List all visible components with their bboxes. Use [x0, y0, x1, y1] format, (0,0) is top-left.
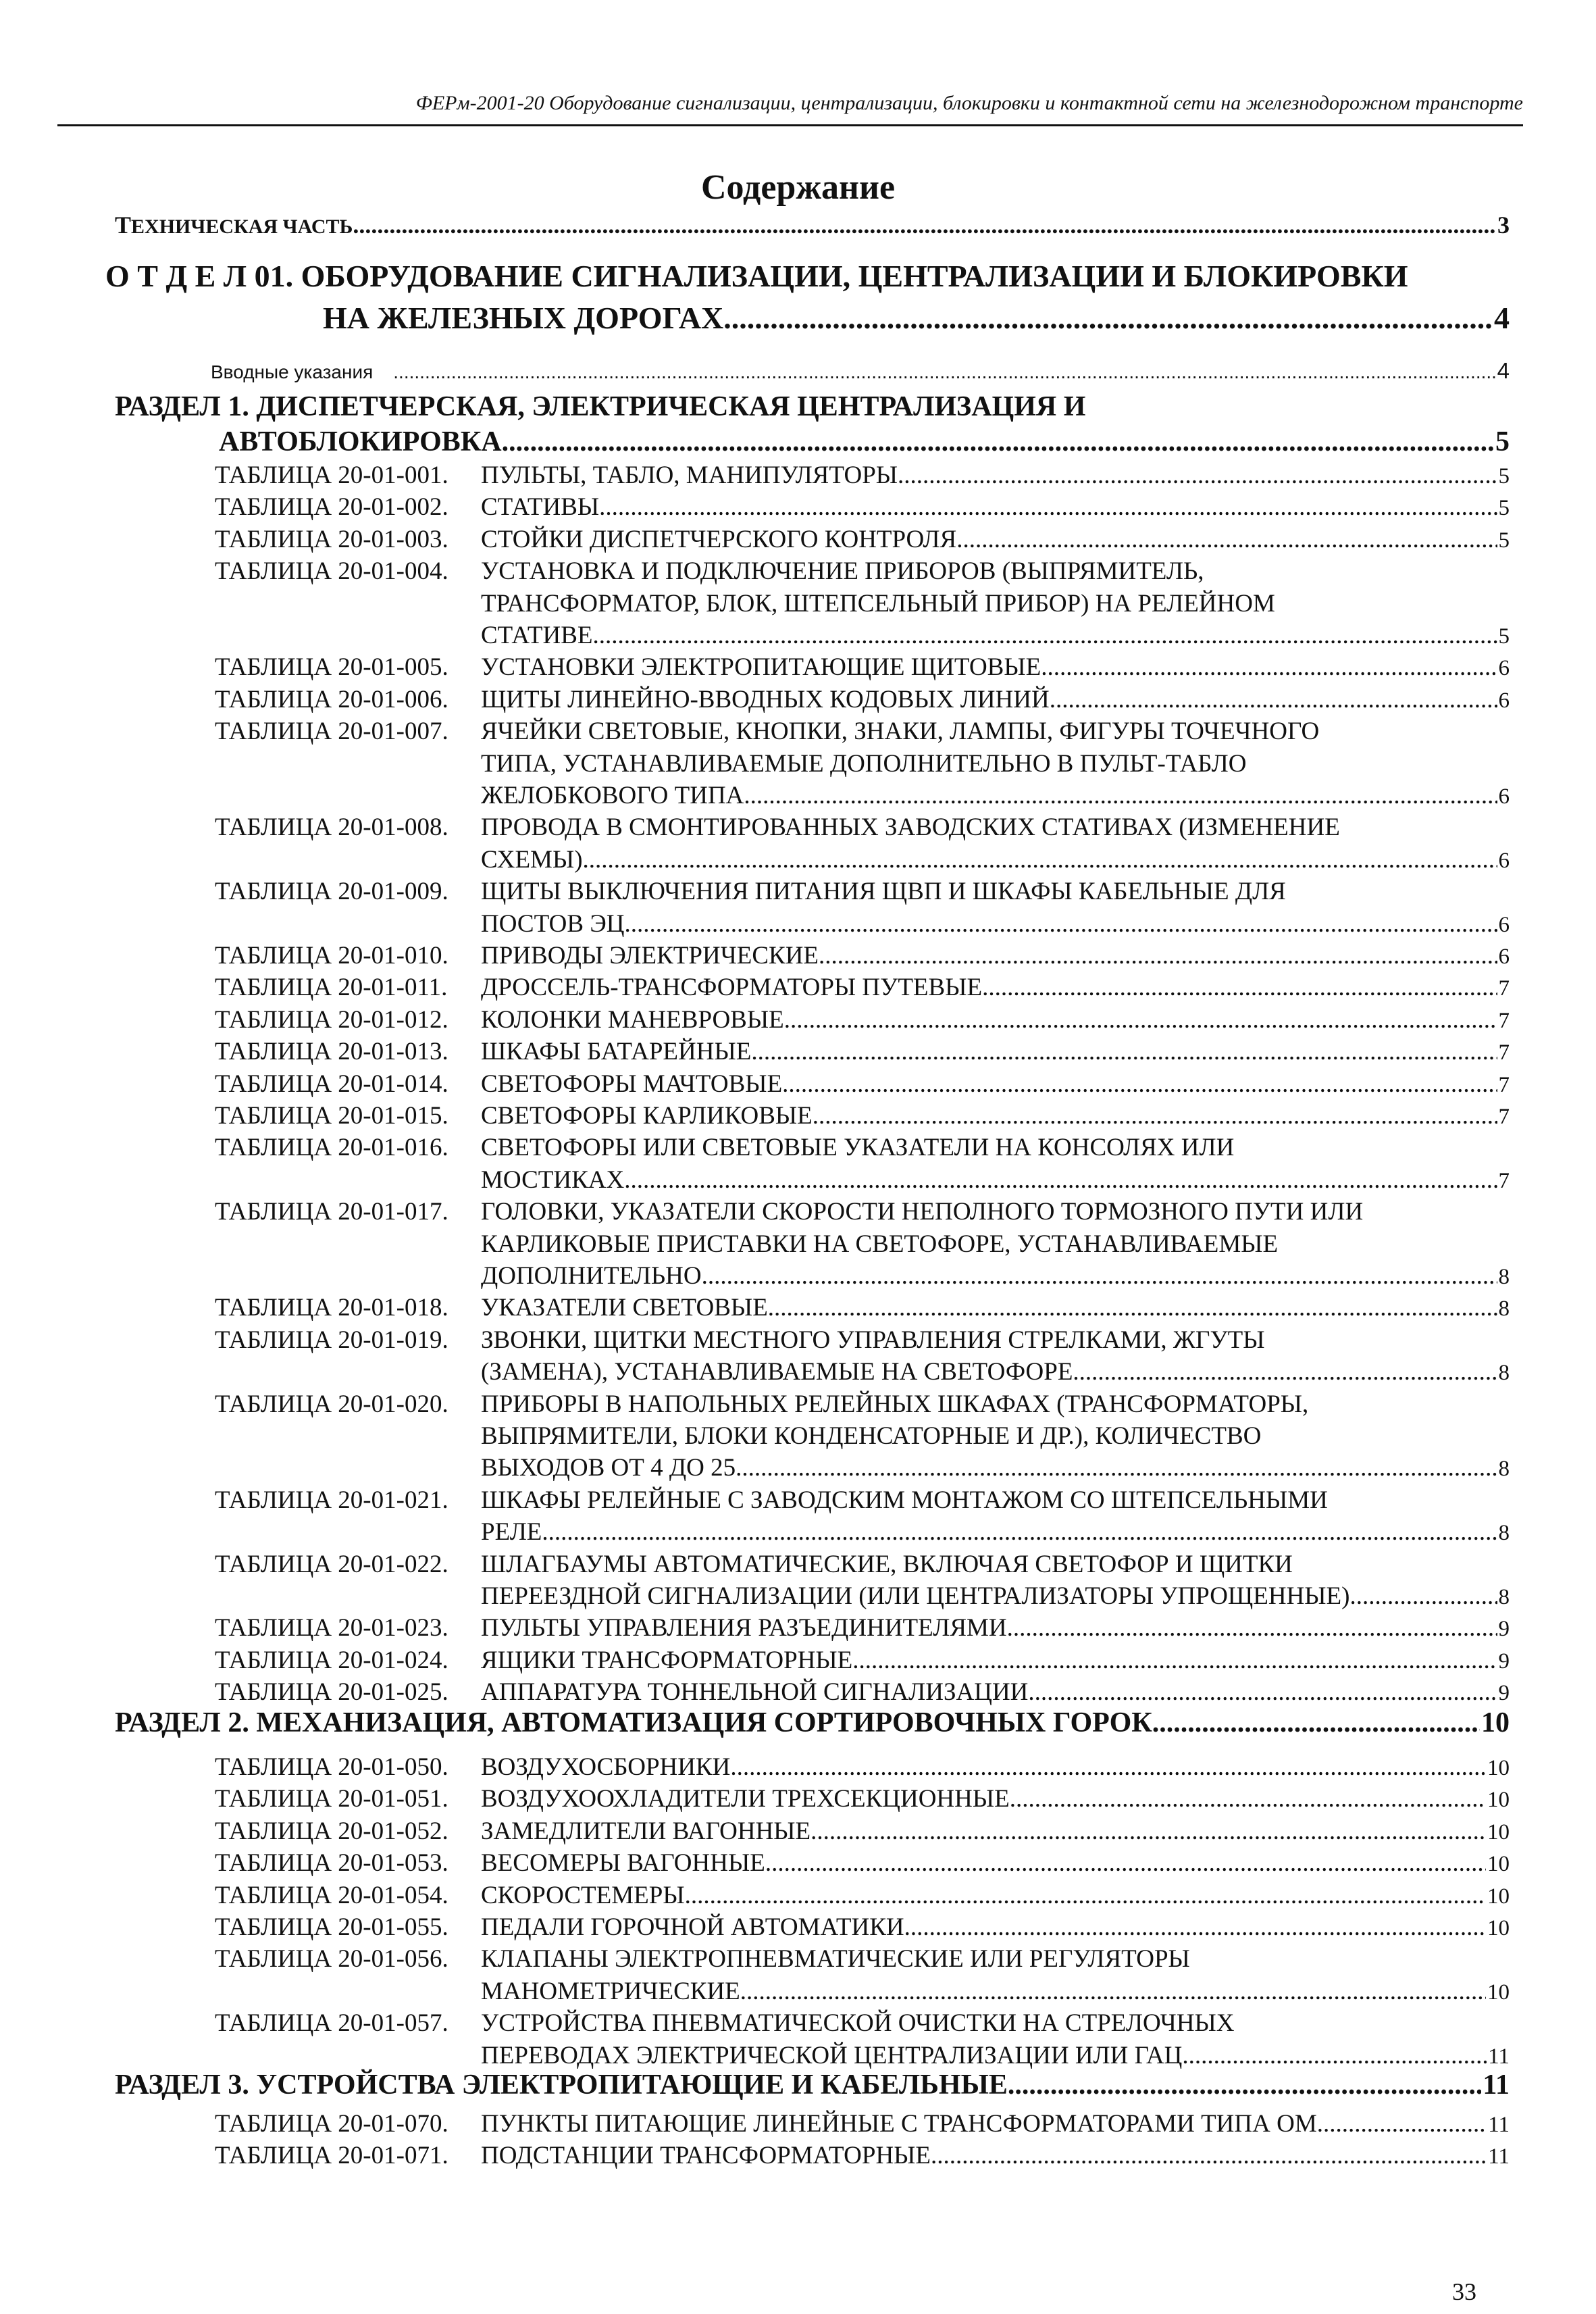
- toc-entry-label: МОСТИКАХ: [481, 1165, 625, 1194]
- toc-table-title-line: [481, 1644, 1510, 1678]
- toc-dot-leader: [393, 359, 1495, 385]
- toc-dot-leader: [1182, 2040, 1487, 2071]
- toc-table-title-line: ЗВОНКИ, ЩИТКИ МЕСТНОГО УПРАВЛЕНИЯ СТРЕЛКАМИ, ЖГУТЫ: [481, 1326, 1265, 1354]
- toc-table-title-line: [481, 684, 1510, 717]
- toc-dot-leader: [702, 1260, 1497, 1292]
- toc-page-number: 7: [1498, 1072, 1510, 1097]
- toc-dot-leader: [353, 209, 1496, 241]
- toc-table-title-line: [481, 940, 1510, 973]
- toc-entry-razdel-1[interactable]: [219, 424, 1510, 459]
- toc-table-title-line: [481, 1356, 1510, 1389]
- toc-page-number: 6: [1498, 912, 1510, 937]
- toc-table-title-line: [481, 1880, 1510, 1913]
- toc-table-title-line: [481, 1751, 1510, 1784]
- toc-entry-label: КОЛОНКИ МАНЕВРОВЫЕ: [481, 1005, 784, 1034]
- toc-entry-label: ЖЕЛОБКОВОГО ТИПА: [481, 782, 744, 809]
- toc-page-number: 10: [1487, 1852, 1510, 1877]
- toc-table-number: ТАБЛИЦА 20-01-016.: [215, 1134, 448, 1162]
- toc-dot-leader: [624, 908, 1497, 940]
- toc-table-title-line: [481, 1292, 1510, 1325]
- toc-table-title-line: [481, 1036, 1510, 1069]
- toc-page-number: 5: [1498, 528, 1510, 553]
- toc-table-title-line: УСТРОЙСТВА ПНЕВМАТИЧЕСКОЙ ОЧИСТКИ НА СТРЕЛОЧНЫХ: [481, 2009, 1235, 2038]
- toc-entry-label: СВЕТОФОРЫ МАЧТОВЫЕ: [481, 1070, 783, 1098]
- toc-entry-label: РАЗДЕЛ 2. МЕХАНИЗАЦИЯ, АВТОМАТИЗАЦИЯ СОРТИРОВОЧНЫХ ГОРОК: [115, 1707, 1152, 1738]
- toc-dot-leader: [956, 524, 1497, 555]
- toc-entry-label: ПЕРЕВОДАХ ЭЛЕКТРИЧЕСКОЙ ЦЕНТРАЛИЗАЦИИ ИЛИ ГАЦ: [481, 2041, 1183, 2069]
- toc-page-number: 7: [1498, 976, 1510, 1001]
- toc-entry-label: СТОЙКИ ДИСПЕТЧЕРСКОГО КОНТРОЛЯ: [481, 525, 957, 553]
- toc-page-number: 8: [1498, 1361, 1510, 1386]
- toc-table-number: ТАБЛИЦА 20-01-018.: [215, 1294, 448, 1322]
- toc-table-title-line: [481, 1580, 1510, 1613]
- toc-page-number: 11: [1483, 2069, 1510, 2101]
- toc-table-title-line: ТИПА, УСТАНАВЛИВАЕМЫЕ ДОПОЛНИТЕЛЬНО В ПУЛЬТ-ТАБЛО: [481, 749, 1247, 778]
- toc-table-number: ТАБЛИЦА 20-01-004.: [215, 557, 448, 586]
- toc-table-number: ТАБЛИЦА 20-01-052.: [215, 1817, 448, 1845]
- toc-table-number: ТАБЛИЦА 20-01-017.: [215, 1198, 448, 1226]
- toc-entry-label: ВОЗДУХООХЛАДИТЕЛИ ТРЕХСЕКЦИОННЫЕ: [481, 1785, 1010, 1813]
- toc-entry-label: ЗАМЕДЛИТЕЛИ ВАГОННЫЕ: [481, 1817, 811, 1845]
- toc-table-title-line: [481, 620, 1510, 653]
- toc-table-title-line: ШКАФЫ РЕЛЕЙНЫЕ С ЗАВОДСКИМ МОНТАЖОМ СО ШТЕПСЕЛЬНЫМИ: [481, 1486, 1328, 1514]
- toc-page-number: 11: [1488, 2044, 1510, 2069]
- page-title: Содержание: [700, 168, 896, 207]
- toc-table-title-line: [481, 1976, 1510, 2009]
- toc-dot-leader: [1317, 2108, 1487, 2140]
- toc-table-title-line: ПРИБОРЫ В НАПОЛЬНЫХ РЕЛЕЙНЫХ ШКАФАХ (ТРАНСФОРМАТОРЫ,: [481, 1390, 1309, 1418]
- toc-table-number: ТАБЛИЦА 20-01-019.: [215, 1326, 448, 1354]
- toc-table-title-line: [481, 1612, 1510, 1645]
- toc-entry-label: ВЕСОМЕРЫ ВАГОННЫЕ: [481, 1849, 765, 1878]
- toc-entry-label: ПЕРЕЕЗДНОЙ СИГНАЛИЗАЦИИ (ИЛИ ЦЕНТРАЛИЗАТОРЫ УПРОЩЕННЫЕ): [481, 1582, 1350, 1610]
- toc-entry-label: ПОСТОВ ЭЦ: [481, 909, 625, 938]
- toc-dot-leader: [685, 1880, 1486, 1911]
- toc-page-number: 10: [1487, 1756, 1510, 1780]
- toc-entry-label: ВЫХОДОВ ОТ 4 ДО 25: [481, 1454, 736, 1482]
- section-heading-otdel: О Т Д Е Л 01. ОБОРУДОВАНИЕ СИГНАЛИЗАЦИИ, ЦЕНТРАЛИЗАЦИИ И БЛОКИРОВКИ: [105, 259, 1408, 293]
- toc-table-number: ТАБЛИЦА 20-01-003.: [215, 525, 448, 553]
- toc-table-title-line: ШЛАГБАУМЫ АВТОМАТИЧЕСКИЕ, ВКЛЮЧАЯ СВЕТОФОР И ЩИТКИ: [481, 1550, 1293, 1578]
- toc-page-number: 6: [1498, 656, 1510, 681]
- toc-entry-label: (ЗАМЕНА), УСТАНАВЛИВАЕМЫЕ НА СВЕТОФОРЕ: [481, 1358, 1073, 1386]
- page-number: 33: [1452, 2278, 1476, 2305]
- toc-table-number: ТАБЛИЦА 20-01-012.: [215, 1005, 448, 1034]
- toc-table-number: ТАБЛИЦА 20-01-007.: [215, 718, 448, 746]
- toc-table-title-line: ЩИТЫ ВЫКЛЮЧЕНИЯ ПИТАНИЯ ЩВП И ШКАФЫ КАБЕЛЬНЫЕ ДЛЯ: [481, 878, 1286, 906]
- toc-dot-leader: [1073, 1356, 1497, 1388]
- toc-entry-label: ПРИВОДЫ ЭЛЕКТРИЧЕСКИЕ: [481, 942, 819, 970]
- toc-dot-leader: [1007, 1612, 1497, 1644]
- toc-dot-leader: [782, 1068, 1497, 1100]
- toc-entry-label: ПУНКТЫ ПИТАЮЩИЕ ЛИНЕЙНЫЕ С ТРАНСФОРМАТОРАМИ ТИПА ОМ: [481, 2110, 1317, 2138]
- toc-table-number: ТАБЛИЦА 20-01-024.: [215, 1646, 448, 1674]
- toc-table-title-line: СВЕТОФОРЫ ИЛИ СВЕТОВЫЕ УКАЗАТЕЛИ НА КОНСОЛЯХ ИЛИ: [481, 1134, 1235, 1162]
- toc-table-title-line: [481, 524, 1510, 557]
- toc-dot-leader: [542, 1516, 1497, 1548]
- toc-table-number: ТАБЛИЦА 20-01-050.: [215, 1753, 448, 1781]
- toc-table-title-line: [481, 1068, 1510, 1101]
- toc-entry-label: РЕЛЕ: [481, 1518, 542, 1546]
- toc-dot-leader: [599, 491, 1497, 523]
- toc-page-number: 11: [1488, 2113, 1510, 2137]
- toc-entry-label: ТЕХНИЧЕСКАЯ ЧАСТЬ: [115, 211, 353, 238]
- toc-entry-label: ПОДСТАНЦИИ ТРАНСФОРМАТОРНЫЕ: [481, 2142, 931, 2170]
- toc-entry-introduction[interactable]: [211, 358, 1510, 385]
- toc-table-number: ТАБЛИЦА 20-01-002.: [215, 493, 448, 522]
- toc-table-title-line: [481, 1004, 1510, 1037]
- toc-table-title-line: [481, 1911, 1510, 1944]
- toc-page-number: 7: [1498, 1008, 1510, 1033]
- toc-table-title-line: [481, 1847, 1510, 1880]
- toc-table-number: ТАБЛИЦА 20-01-005.: [215, 653, 448, 682]
- toc-entry-label: СКОРОСТЕМЕРЫ: [481, 1881, 685, 1909]
- toc-entry-label: ЩИТЫ ЛИНЕЙНО-ВВОДНЫХ КОДОВЫХ ЛИНИЙ: [481, 685, 1050, 713]
- toc-entry-label: ДРОССЕЛЬ-ТРАНСФОРМАТОРЫ ПУТЕВЫЕ: [481, 974, 983, 1002]
- toc-entry-label: НА ЖЕЛЕЗНЫХ ДОРОГАХ: [323, 301, 724, 335]
- toc-dot-leader: [1008, 2067, 1481, 2103]
- toc-entry-label: МАНОМЕТРИЧЕСКИЕ: [481, 1977, 740, 2005]
- toc-entry-label: АППАРАТУРА ТОННЕЛЬНОЙ СИГНАЛИЗАЦИИ: [481, 1678, 1029, 1707]
- toc-table-number: ТАБЛИЦА 20-01-008.: [215, 813, 448, 842]
- toc-table-number: ТАБЛИЦА 20-01-025.: [215, 1678, 448, 1707]
- toc-dot-leader: [852, 1644, 1497, 1676]
- toc-table-number: ТАБЛИЦА 20-01-021.: [215, 1486, 448, 1514]
- toc-dot-leader: [723, 299, 1493, 338]
- toc-table-title-line: [481, 651, 1510, 684]
- toc-dot-leader: [624, 1164, 1497, 1196]
- toc-table-number: ТАБЛИЦА 20-01-051.: [215, 1785, 448, 1813]
- toc-page-number: 10: [1487, 1788, 1510, 1813]
- toc-entry-label: РАЗДЕЛ 3. УСТРОЙСТВА ЭЛЕКТРОПИТАЮЩИЕ И КАБЕЛЬНЫЕ: [115, 2069, 1008, 2101]
- toc-table-number: ТАБЛИЦА 20-01-015.: [215, 1102, 448, 1130]
- toc-table-title-line: [481, 780, 1510, 813]
- toc-table-title-line: [481, 2108, 1510, 2141]
- toc-entry-razdel-3[interactable]: [115, 2067, 1510, 2103]
- toc-dot-leader: [784, 1004, 1497, 1036]
- toc-dot-leader: [904, 1911, 1486, 1943]
- toc-dot-leader: [736, 1452, 1497, 1484]
- toc-table-title-line: [481, 1260, 1510, 1293]
- toc-table-title-line: ТРАНСФОРМАТОР, БЛОК, ШТЕПСЕЛЬНЫЙ ПРИБОР) НА РЕЛЕЙНОМ: [481, 589, 1275, 618]
- toc-page-number: 7: [1498, 1040, 1510, 1065]
- toc-dot-leader: [593, 620, 1497, 651]
- toc-table-number: ТАБЛИЦА 20-01-001.: [215, 461, 448, 489]
- toc-entry-label: СВЕТОФОРЫ КАРЛИКОВЫЕ: [481, 1102, 813, 1130]
- toc-table-title-line: [481, 1815, 1510, 1848]
- toc-page-number: 6: [1498, 784, 1510, 809]
- toc-page-number: 4: [1497, 358, 1510, 383]
- toc-table-title-line: [481, 1676, 1510, 1709]
- toc-page-number: 10: [1487, 1916, 1510, 1940]
- toc-page-number: 8: [1498, 1297, 1510, 1322]
- toc-dot-leader: [502, 424, 1494, 459]
- toc-table-title-line: [481, 844, 1510, 877]
- toc-dot-leader: [931, 2140, 1487, 2171]
- toc-table-title-line: ПРОВОДА В СМОНТИРОВАННЫХ ЗАВОДСКИХ СТАТИВАХ (ИЗМЕНЕНИЕ: [481, 813, 1340, 842]
- toc-dot-leader: [730, 1751, 1486, 1783]
- toc-page-number: 7: [1498, 1105, 1510, 1129]
- running-header: ФЕРм-2001-20 Оборудование сигнализации, централизации, блокировки и контактной сети на железнодорожном транспорте: [415, 92, 1523, 114]
- toc-dot-leader: [740, 1976, 1486, 2007]
- toc-entry-label: УКАЗАТЕЛИ СВЕТОВЫЕ: [481, 1294, 768, 1322]
- toc-table-title-line: [481, 2140, 1510, 2173]
- toc-page-number: 10: [1487, 1819, 1510, 1844]
- toc-table-number: ТАБЛИЦА 20-01-055.: [215, 1913, 448, 1941]
- toc-page-number: 6: [1498, 848, 1510, 873]
- toc-table-number: ТАБЛИЦА 20-01-054.: [215, 1881, 448, 1909]
- toc-entry-label: Вводные указания: [211, 361, 374, 382]
- toc-entry-label: ЯЩИКИ ТРАНСФОРМАТОРНЫЕ: [481, 1646, 853, 1674]
- toc-table-number: ТАБЛИЦА 20-01-006.: [215, 685, 448, 713]
- toc-table-number: ТАБЛИЦА 20-01-023.: [215, 1614, 448, 1642]
- toc-entry-label: АВТОБЛОКИРОВКА: [219, 426, 502, 457]
- toc-table-title-line: ВЫПРЯМИТЕЛИ, БЛОКИ КОНДЕНСАТОРНЫЕ И ДР.), КОЛИЧЕСТВО: [481, 1422, 1262, 1450]
- toc-entry-label: ПУЛЬТЫ УПРАВЛЕНИЯ РАЗЪЕДИНИТЕЛЯМИ: [481, 1614, 1007, 1642]
- toc-entry-razdel-2[interactable]: [115, 1705, 1510, 1740]
- section-heading-razdel-1: РАЗДЕЛ 1. ДИСПЕТЧЕРСКАЯ, ЭЛЕКТРИЧЕСКАЯ ЦЕНТРАЛИЗАЦИЯ И: [115, 391, 1086, 422]
- toc-page-number: 5: [1498, 464, 1510, 488]
- toc-entry-label: ПУЛЬТЫ, ТАБЛО, МАНИПУЛЯТОРЫ: [481, 461, 898, 489]
- toc-table-title-line: [481, 459, 1510, 493]
- toc-page-number: 9: [1498, 1649, 1510, 1674]
- toc-table-title-line: [481, 1516, 1510, 1549]
- toc-dot-leader: [765, 1847, 1486, 1879]
- toc-dot-leader: [810, 1815, 1486, 1847]
- toc-table-title-line: КЛАПАНЫ ЭЛЕКТРОПНЕВМАТИЧЕСКИЕ ИЛИ РЕГУЛЯТОРЫ: [481, 1945, 1190, 1973]
- toc-page-number: 10: [1481, 1707, 1510, 1738]
- toc-page-number: 5: [1498, 496, 1510, 521]
- toc-dot-leader: [1349, 1580, 1497, 1612]
- toc-table-number: ТАБЛИЦА 20-01-070.: [215, 2110, 448, 2138]
- toc-page-number: 8: [1498, 1521, 1510, 1546]
- toc-entry-label: ДОПОЛНИТЕЛЬНО: [481, 1262, 702, 1290]
- toc-entry-label: СХЕМЫ): [481, 845, 583, 874]
- toc-table-title-line: [481, 1164, 1510, 1197]
- toc-table-number: ТАБЛИЦА 20-01-011.: [215, 974, 448, 1002]
- toc-dot-leader: [768, 1292, 1497, 1324]
- toc-page-number: 8: [1498, 1585, 1510, 1609]
- toc-table-title-line: ГОЛОВКИ, УКАЗАТЕЛИ СКОРОСТИ НЕПОЛНОГО ТОРМОЗНОГО ПУТИ ИЛИ: [481, 1198, 1364, 1226]
- toc-table-title-line: УСТАНОВКА И ПОДКЛЮЧЕНИЕ ПРИБОРОВ (ВЫПРЯМИТЕЛЬ,: [481, 557, 1204, 586]
- toc-dot-leader: [583, 844, 1497, 876]
- toc-page-number: 11: [1488, 2144, 1510, 2169]
- toc-page-number: 6: [1498, 688, 1510, 713]
- toc-table-title-line: [481, 908, 1510, 941]
- toc-dot-leader: [751, 1036, 1497, 1067]
- toc-table-title-line: ЯЧЕЙКИ СВЕТОВЫЕ, КНОПКИ, ЗНАКИ, ЛАМПЫ, ФИГУРЫ ТОЧЕЧНОГО: [481, 718, 1320, 746]
- toc-dot-leader: [1028, 1676, 1497, 1708]
- toc-table-title-line: [481, 1100, 1510, 1133]
- toc-table-title-line: [481, 972, 1510, 1005]
- toc-page-number: 10: [1487, 1884, 1510, 1909]
- toc-table-number: ТАБЛИЦА 20-01-013.: [215, 1038, 448, 1066]
- toc-table-title-line: КАРЛИКОВЫЕ ПРИСТАВКИ НА СВЕТОФОРЕ, УСТАНАВЛИВАЕМЫЕ: [481, 1230, 1279, 1258]
- toc-table-number: ТАБЛИЦА 20-01-010.: [215, 942, 448, 970]
- toc-table-number: ТАБЛИЦА 20-01-053.: [215, 1849, 448, 1878]
- toc-table-title-line: [481, 491, 1510, 524]
- toc-table-number: ТАБЛИЦА 20-01-020.: [215, 1390, 448, 1418]
- toc-page-number: 6: [1498, 945, 1510, 969]
- toc-table-number: ТАБЛИЦА 20-01-022.: [215, 1550, 448, 1578]
- toc-page-number: 3: [1497, 211, 1510, 238]
- toc-dot-leader: [982, 972, 1497, 1003]
- toc-page-number: 8: [1498, 1265, 1510, 1289]
- toc-dot-leader: [1152, 1705, 1480, 1740]
- toc-dot-leader: [1050, 684, 1497, 715]
- toc-dot-leader: [819, 940, 1497, 972]
- toc-page-number: 9: [1498, 1617, 1510, 1642]
- toc-dot-leader: [1010, 1783, 1486, 1815]
- toc-table-number: ТАБЛИЦА 20-01-056.: [215, 1945, 448, 1973]
- toc-table-title-line: [481, 1452, 1510, 1485]
- toc-entry-otdel[interactable]: [323, 299, 1510, 338]
- toc-page-number: 8: [1498, 1457, 1510, 1482]
- toc-table-title-line: [481, 1783, 1510, 1816]
- toc-entry-label: ПЕДАЛИ ГОРОЧНОЙ АВТОМАТИКИ: [481, 1913, 904, 1941]
- toc-page-number: 7: [1498, 1168, 1510, 1193]
- toc-table-title-line: [481, 2040, 1510, 2073]
- toc-table-number: ТАБЛИЦА 20-01-057.: [215, 2009, 448, 2038]
- toc-table-number: ТАБЛИЦА 20-01-071.: [215, 2142, 448, 2170]
- toc-page-number: 5: [1498, 624, 1510, 649]
- toc-page-number: 4: [1494, 301, 1510, 335]
- toc-dot-leader: [898, 459, 1497, 491]
- toc-dot-leader: [813, 1100, 1497, 1132]
- toc-entry-label: СТАТИВЫ: [481, 493, 600, 522]
- toc-dot-leader: [1041, 651, 1497, 683]
- toc-entry-label: УСТАНОВКИ ЭЛЕКТРОПИТАЮЩИЕ ЩИТОВЫЕ: [481, 653, 1041, 682]
- toc-page-number: 9: [1498, 1681, 1510, 1706]
- toc-table-number: ТАБЛИЦА 20-01-014.: [215, 1070, 448, 1098]
- toc-entry-label: СТАТИВЕ: [481, 622, 593, 649]
- toc-page-number: 10: [1487, 1980, 1510, 2005]
- toc-entry-label: ШКАФЫ БАТАРЕЙНЫЕ: [481, 1038, 752, 1066]
- toc-entry-label: ВОЗДУХОСБОРНИКИ: [481, 1753, 731, 1781]
- toc-page-number: 5: [1495, 426, 1510, 457]
- toc-entry-technical-part[interactable]: [115, 209, 1510, 243]
- toc-dot-leader: [744, 780, 1497, 811]
- toc-table-number: ТАБЛИЦА 20-01-009.: [215, 878, 448, 906]
